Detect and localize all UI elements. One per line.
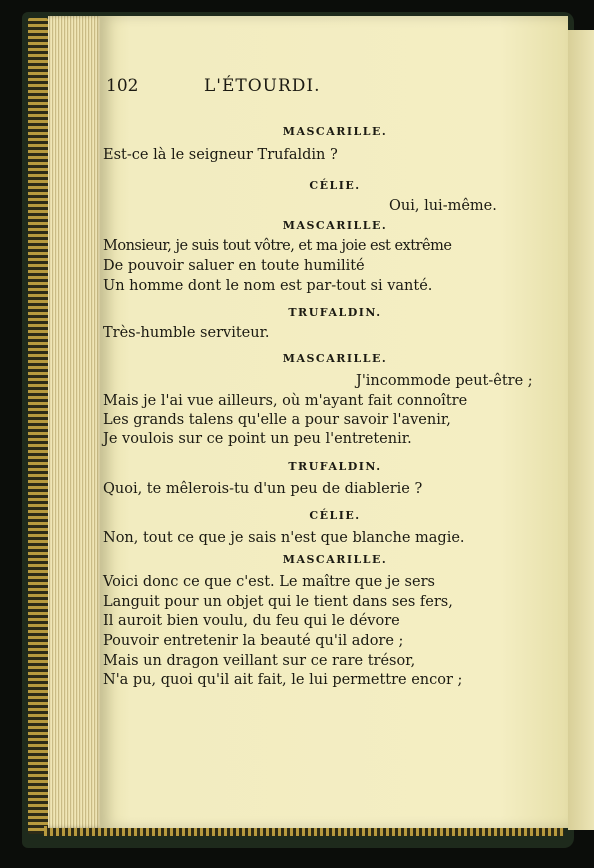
verse-line: Est-ce là le seigneur Trufaldin ? <box>103 147 338 163</box>
verse-line: Non, tout ce que je sais n'est que blanche magie. <box>103 530 465 546</box>
running-title: L'ÉTOURDI. <box>204 76 321 96</box>
speaker-name: TRUFALDIN. <box>288 460 382 473</box>
verse-line: Très-humble serviteur. <box>103 325 270 341</box>
page-header <box>106 76 436 98</box>
verse-line: Je voulois sur ce point un peu l'entretenir. <box>103 431 412 447</box>
verse-line: Les grands talens qu'elle a pour savoir l'avenir, <box>103 412 451 428</box>
speaker-name: MASCARILLE. <box>282 352 388 365</box>
verse-line: Il auroit bien voulu, du feu qui le dévore <box>103 613 400 629</box>
verse-line: Languit pour un objet qui le tient dans ses fers, <box>103 594 453 610</box>
speaker-name: CÉLIE. <box>309 179 361 192</box>
speaker-name: MASCARILLE. <box>282 219 388 232</box>
verse-line: Monsieur, je suis tout vôtre, et ma joie est extrême <box>103 238 452 254</box>
verse-line: Un homme dont le nom est par-tout si vanté. <box>103 278 433 294</box>
speaker-name: TRUFALDIN. <box>288 306 382 319</box>
verse-line: Voici donc ce que c'est. Le maître que je sers <box>103 574 435 590</box>
verse-line: Oui, lui-même. <box>389 198 497 214</box>
verse-line: Mais je l'ai vue ailleurs, où m'ayant fait connoître <box>103 393 468 409</box>
page-number: 102 <box>106 76 139 96</box>
verse-line: Pouvoir entretenir la beauté qu'il adore ; <box>103 633 404 649</box>
speaker-name: MASCARILLE. <box>282 553 388 566</box>
verse-line: Mais un dragon veillant sur ce rare trésor, <box>103 653 416 669</box>
verse-line: De pouvoir saluer en toute humilité <box>103 258 365 274</box>
verse-line: Quoi, te mêlerois-tu d'un peu de diablerie ? <box>103 481 423 497</box>
verse-line: J'incommode peut-être ; <box>356 373 533 389</box>
speaker-name: MASCARILLE. <box>282 125 388 138</box>
verse-line: N'a pu, quoi qu'il ait fait, le lui permettre encor ; <box>103 672 463 688</box>
speaker-name: CÉLIE. <box>309 509 361 522</box>
